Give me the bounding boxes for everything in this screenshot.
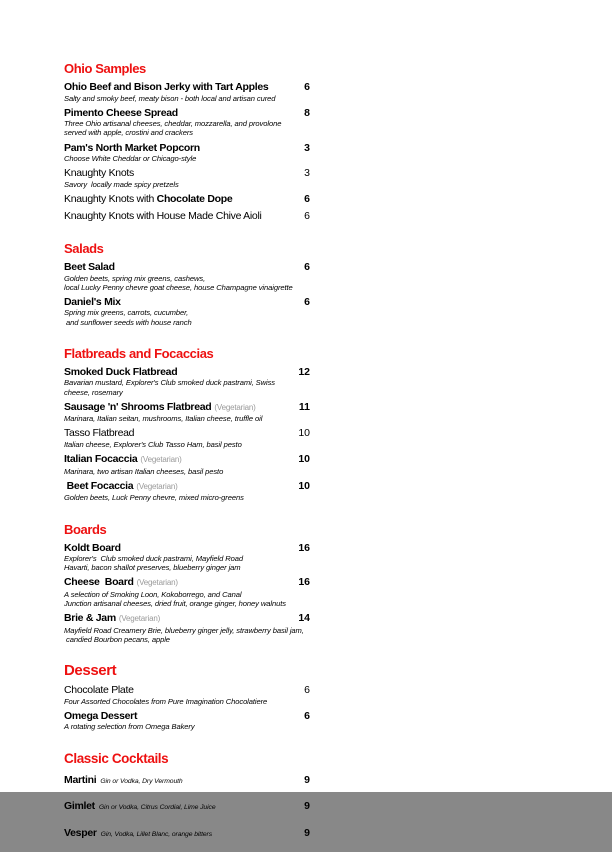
menu-item-name-area: [64, 192, 288, 206]
item-description: [64, 414, 310, 423]
vegetarian-tag: (Vegetarian): [136, 481, 178, 491]
item-name: Smoked Duck Flatbread: [64, 365, 178, 378]
menu-item-row: [64, 452, 310, 467]
menu-item-name-area: [64, 611, 288, 626]
menu-item-row: [64, 192, 310, 206]
menu-item-row: [64, 260, 310, 274]
menu-section-ohio-samples: [64, 62, 310, 222]
menu-item: [64, 683, 310, 706]
vegetarian-tag: (Vegetarian): [118, 614, 161, 624]
item-name: Beet Focaccia: [64, 479, 134, 492]
menu-item-name-area: [64, 209, 288, 223]
menu-item: [64, 541, 310, 573]
section-items: [64, 683, 310, 731]
menu-item-row: [64, 826, 310, 842]
menu-item-name-area: [64, 452, 288, 467]
item-name: Sausage 'n' Shrooms Flatbread: [64, 400, 212, 413]
menu-item-name-area: [64, 106, 288, 120]
item-price: 10: [298, 427, 310, 440]
item-description-line: Choose White Cheddar or Chicago-style: [64, 154, 197, 164]
item-inline-description: Gin or Vodka, Citrus Cordial, Lime Juice: [98, 804, 216, 812]
menu-section-flatbreads: [64, 347, 310, 503]
item-name: Martini: [64, 773, 97, 786]
vegetarian-tag: (Vegetarian): [136, 578, 178, 588]
menu-item-row: [64, 541, 310, 555]
item-name: Pam's North Market Popcorn: [64, 141, 200, 154]
item-description: [64, 308, 310, 326]
item-name: Cheese Board: [64, 576, 134, 589]
menu-item: [64, 826, 310, 842]
item-price: 3: [304, 167, 310, 180]
item-description-line: Golden beets, spring mix greens, cashews,: [64, 273, 206, 283]
section-title: Salads: [64, 241, 104, 257]
item-name: Vesper: [64, 826, 97, 839]
menu-item-name-area: [64, 799, 288, 815]
item-description-line: Savory locally made spicy pretzels: [64, 179, 179, 189]
item-description: [64, 626, 310, 644]
item-name: Brie & Jam: [64, 612, 116, 625]
item-name: Ohio Beef and Bison Jerky with Tart Apples: [64, 81, 269, 93]
menu-item-row: [64, 141, 310, 155]
menu-item-row: [64, 479, 310, 494]
item-description-line: Salty and smoky beef, meaty bison - both local and artisan cured: [64, 93, 276, 103]
menu-item-name-area: [64, 541, 288, 555]
item-price: 3: [304, 141, 310, 154]
item-name: Italian Focaccia: [64, 453, 138, 466]
section-items: [64, 260, 310, 327]
menu-item: [64, 479, 310, 503]
item-price: 9: [304, 826, 310, 839]
item-description-line: and sunflower seeds with house ranch: [64, 317, 192, 327]
item-description: [64, 180, 310, 189]
menu-item: [64, 80, 310, 103]
menu-item-row: [64, 773, 310, 789]
item-price: 6: [304, 709, 310, 722]
menu-item-name-area: [64, 141, 288, 155]
item-name: Knaughty Knots: [64, 167, 134, 180]
item-description-line: Havarti, bacon shallot preserves, blueberry ginger jam: [64, 563, 241, 573]
item-description: [64, 94, 310, 103]
item-price: 6: [304, 261, 310, 274]
item-description-line: Golden beets, Luck Penny chevre, mixed micro-greens: [64, 493, 244, 503]
item-price: 14: [298, 612, 310, 625]
menu-item: [64, 166, 310, 189]
item-price: 6: [304, 295, 310, 308]
section-title: Classic Cocktails: [64, 750, 169, 766]
menu-item: [64, 575, 310, 608]
item-description: [64, 722, 310, 731]
item-name: Gimlet: [64, 800, 95, 813]
item-name: Koldt Board: [64, 541, 121, 554]
menu-item-row: [64, 611, 310, 626]
item-description-line: candied Bourbon pecans, apple: [64, 635, 170, 645]
item-description-line: Junction artisanal cheeses, dried fruit, orange ginger, honey walnuts: [64, 599, 286, 609]
menu-item-name-area: [64, 166, 288, 180]
item-price: 10: [298, 453, 310, 466]
item-description-line: served with apple, crostini and crackers: [64, 128, 193, 138]
menu-item: [64, 709, 310, 732]
section-items: [64, 80, 310, 222]
menu-item: [64, 192, 310, 206]
item-price: 16: [298, 541, 310, 554]
item-description: [64, 154, 310, 163]
item-description-line: Mayfield Road Creamery Brie, blueberry ginger jelly, strawberry basil jam,: [64, 625, 304, 635]
menu-item-name-area: [64, 295, 288, 309]
menu-item: [64, 452, 310, 476]
menu-item: [64, 260, 310, 292]
item-name: Chocolate Plate: [64, 684, 134, 697]
item-description-line: A rotating selection from Omega Bakery: [64, 722, 195, 732]
menu-item-row: [64, 80, 310, 94]
item-price: 6: [304, 209, 310, 222]
menu-item: [64, 426, 310, 449]
item-description-line: Four Assorted Chocolates from Pure Imagination Chocolatiere: [64, 696, 268, 706]
menu-content: [64, 62, 310, 852]
section-title: Ohio Samples: [64, 61, 146, 76]
menu-item: [64, 365, 310, 397]
item-name: Omega Dessert: [64, 709, 138, 722]
menu-item-row: [64, 295, 310, 309]
menu-item-row: [64, 166, 310, 180]
section-items: [64, 773, 310, 842]
item-description-line: Marinara, Italian seitan, mushrooms, Italian cheese, truffle oil: [64, 414, 263, 424]
item-name: Daniel's Mix: [64, 295, 121, 308]
item-name: Tasso Flatbread: [64, 427, 135, 440]
item-description: [64, 697, 310, 706]
item-price: 11: [298, 400, 310, 413]
item-description-line: Marinara, two artisan Italian cheeses, basil pesto: [64, 466, 224, 476]
item-price: 16: [298, 576, 310, 589]
item-description-line: Bavarian mustard, Explorer's Club smoked duck pastrami, Swiss: [64, 378, 276, 388]
menu-item-name-area: [64, 260, 288, 274]
menu-item: [64, 295, 310, 327]
item-description-line: Explorer's Club smoked duck pastrami, Mayfield Road: [64, 554, 243, 564]
item-description-line: cheese, rosemary: [64, 387, 123, 397]
item-description: [64, 440, 310, 449]
item-price: 9: [304, 773, 310, 786]
menu-item-row: [64, 575, 310, 590]
item-description-line: Three Ohio artisanal cheeses, cheddar, mozzarella, and provolone: [64, 119, 282, 129]
section-title: Boards: [64, 521, 107, 537]
item-price: 6: [304, 193, 310, 206]
menu-item: [64, 106, 310, 138]
menu-item-name-area: [64, 400, 288, 415]
item-price: 12: [298, 365, 310, 378]
item-name-prefix: Knaughty Knots with: [64, 193, 157, 206]
item-description: [64, 467, 310, 476]
menu-item-name-area: [64, 426, 288, 440]
menu-item-name-area: [64, 365, 288, 379]
menu-section-salads: [64, 242, 310, 327]
item-price: 6: [304, 684, 310, 697]
menu-item: [64, 773, 310, 789]
menu-item: [64, 209, 310, 223]
item-name: Beet Salad: [64, 261, 115, 274]
item-description: [64, 554, 310, 572]
item-description: [64, 590, 310, 608]
section-items: [64, 365, 310, 503]
vegetarian-tag: (Vegetarian): [214, 402, 256, 412]
section-title: Dessert: [64, 662, 117, 680]
item-description-line: local Lucky Penny chevre goat cheese, house Champagne vinaigrette: [64, 282, 293, 292]
menu-item-row: [64, 709, 310, 723]
menu-item: [64, 400, 310, 424]
item-price: 10: [298, 479, 310, 492]
item-description-line: Italian cheese, Explorer's Club Tasso Ham, basil pesto: [64, 439, 242, 449]
menu-item-row: [64, 106, 310, 120]
menu-section-boards: [64, 523, 310, 645]
menu-section-dessert: [64, 664, 310, 731]
menu-item-row: [64, 683, 310, 697]
menu-item-row: [64, 426, 310, 440]
menu-item: [64, 611, 310, 644]
item-description: [64, 378, 310, 396]
item-name: Knaughty Knots with House Made Chive Aioli: [64, 209, 262, 222]
item-description: [64, 119, 310, 137]
item-description-line: Spring mix greens, carrots, cucumber,: [64, 308, 189, 318]
menu-item-name-area: [64, 683, 288, 697]
menu-item-name-area: [64, 575, 288, 590]
menu-item-row: [64, 400, 310, 415]
menu-item-name-area: [64, 773, 288, 789]
vegetarian-tag: (Vegetarian): [140, 455, 182, 465]
menu-item: [64, 141, 310, 164]
menu-item-row: [64, 365, 310, 379]
menu-item-name-area: [64, 479, 288, 494]
item-price: 9: [304, 800, 310, 813]
item-description: [64, 493, 310, 502]
section-items: [64, 541, 310, 645]
item-name: Chocolate Dope: [156, 193, 233, 206]
menu-item-name-area: [64, 80, 288, 94]
item-inline-description: Gin or Vodka, Dry Vermouth: [100, 777, 183, 785]
item-description: [64, 274, 310, 292]
item-price: 6: [304, 81, 310, 93]
item-description-line: A selection of Smoking Loon, Kokoborrego, and Canal: [64, 589, 242, 599]
menu-item: [64, 799, 310, 815]
menu-item-name-area: [64, 709, 288, 723]
menu-item-row: [64, 799, 310, 815]
section-title: Flatbreads and Focaccias: [64, 345, 214, 361]
menu-item-name-area: [64, 826, 288, 842]
item-price: 8: [304, 106, 310, 119]
item-inline-description: Gin, Vodka, Lillet Blanc, orange bitters: [100, 830, 213, 838]
menu-section-cocktails: [64, 752, 310, 842]
item-name: Pimento Cheese Spread: [64, 106, 178, 119]
menu-item-row: [64, 209, 310, 223]
